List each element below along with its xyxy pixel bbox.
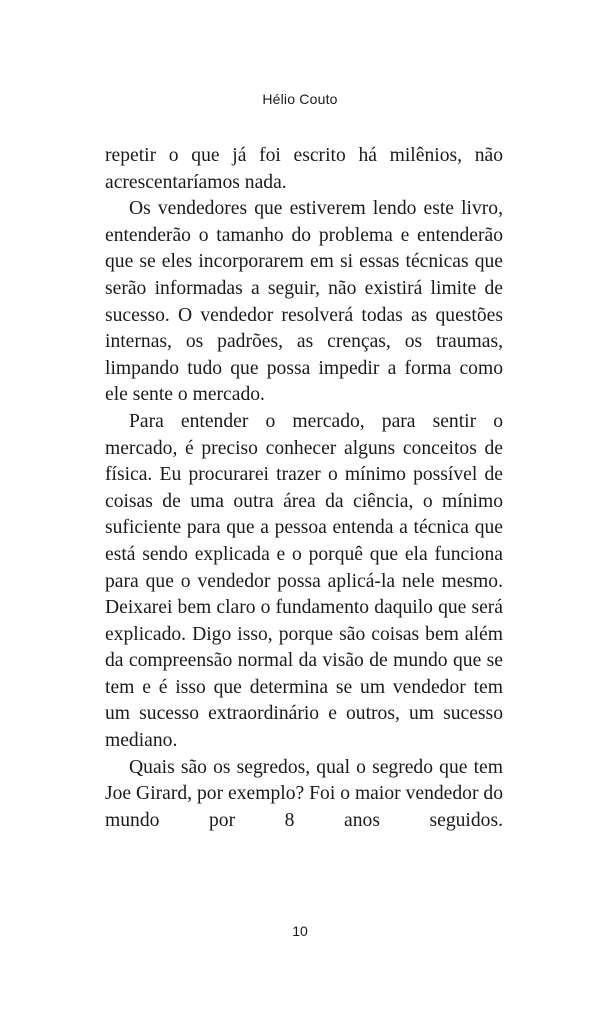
paragraph: Quais são os segredos, qual o segredo que tem Joe Girard, por exemplo? Foi o maior vendedor do mundo por 8 anos seguidos. bbox=[105, 756, 503, 831]
paragraph: Os vendedores que estiverem lendo este livro, entenderão o tamanho do problema e entenderão que se eles incorporarem em si essas técnicas que serão informadas a seguir, não existirá limite de sucesso. O vendedor resolverá todas as questões internas, os padrões, as crenças, os traumas, limpando tudo que possa impedir a forma como ele sente o mercado. bbox=[105, 198, 503, 406]
paragraph-continuation: repetir o que já foi escrito há milênios, não acrescentaríamos nada. bbox=[105, 145, 503, 193]
running-head-author: Hélio Couto bbox=[262, 91, 338, 107]
body-text bbox=[105, 143, 503, 834]
page-number: 10 bbox=[292, 923, 308, 939]
paragraph: Para entender o mercado, para sentir o mercado, é preciso conhecer alguns conceitos de física. Eu procurarei trazer o mínimo possível de coisas de uma outra área da ciência, o mínimo suficiente para que a pessoa entenda a técnica que está sendo explicada e o porquê que ela funciona para que o vendedor possa aplicá-la nele mesmo. Deixarei bem claro o fundamento daquilo que será explicado. Digo isso, porque são coisas bem além da compreensão normal da visão de mundo que se tem e é isso que determina se um vendedor tem um sucesso extraordinário e outros, um sucesso mediano. bbox=[105, 410, 503, 752]
